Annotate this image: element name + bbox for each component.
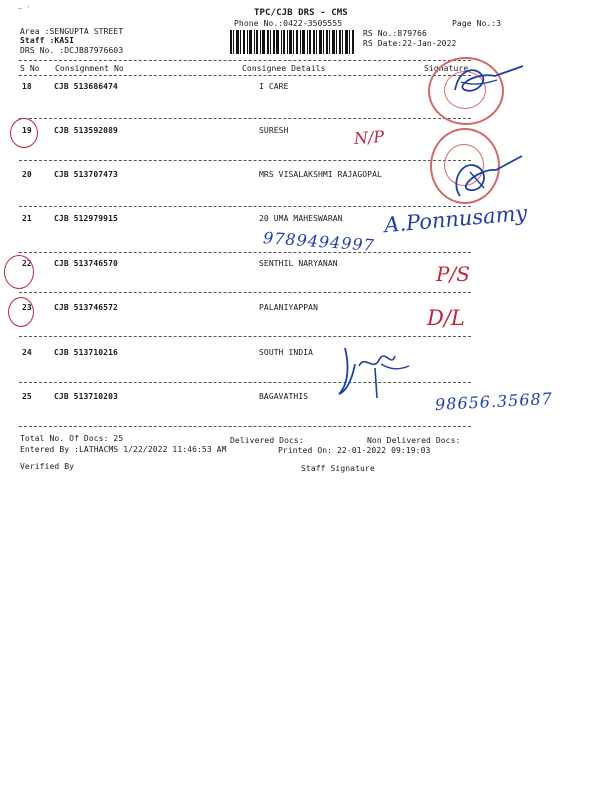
row-rule [19, 252, 471, 253]
page-number: Page No.:3 [452, 19, 502, 28]
row-consignment: CJB 512979915 [54, 214, 118, 223]
entered-by: Entered By :LATHACMS 1/22/2022 11:46:53 AM [20, 445, 227, 454]
row-rule [19, 292, 471, 293]
annotation-np: N/P [353, 126, 385, 149]
drs-number: DRS No. :DCJB87976603 [20, 46, 124, 55]
row-consignment: CJB 513746570 [54, 259, 118, 268]
non-delivered-docs: Non Delivered Docs: [367, 436, 461, 445]
row-consignee: BAGAVATHIS [259, 392, 309, 401]
row-sno: 25 [22, 392, 32, 401]
row-sno: 24 [22, 348, 32, 357]
row-consignment: CJB 513592089 [54, 126, 118, 135]
annotation-receiver-name: A.Ponnusamy [383, 200, 529, 238]
document-title: TPC/CJB DRS - CMS [254, 8, 348, 18]
row-consignee: MRS VISALAKSHMI RAJAGOPAL [259, 170, 382, 179]
row-consignment: CJB 513707473 [54, 170, 118, 179]
staff-label: Staff :KASI [20, 36, 75, 45]
header-top-rule [19, 60, 471, 61]
column-header-consignee: Consignee Details [242, 64, 326, 73]
signature-scribble-row24 [335, 344, 415, 404]
row-consignment: CJB 513710216 [54, 348, 118, 357]
rs-number: RS No.:879766 [363, 29, 427, 38]
row-consignment: CJB 513686474 [54, 82, 118, 91]
column-header-consignment: Consignment No [55, 64, 124, 73]
barcode [230, 30, 356, 54]
annotation-phone-1: 9789494997 [262, 228, 376, 255]
verified-by: Verified By [20, 462, 75, 471]
area-label: Area :SENGUPTA STREET [20, 27, 124, 36]
staff-signature: Staff Signature [301, 464, 375, 473]
signature-scribble-row18 [445, 60, 535, 100]
row-consignee: 20 UMA MAHESWARAN [259, 214, 343, 223]
header-bottom-rule [19, 75, 471, 76]
rs-date: RS Date:22-Jan-2022 [363, 39, 457, 48]
delivered-docs: Delivered Docs: [230, 436, 304, 445]
column-header-sno: S No [20, 64, 40, 73]
circle-mark-row22 [4, 255, 34, 289]
row-sno: 23 [22, 303, 32, 312]
annotation-dl: D/L [427, 306, 465, 330]
row-rule [19, 426, 471, 427]
row-rule [19, 206, 471, 207]
signature-scribble-row20 [440, 152, 530, 202]
row-consignee: I CARE [259, 82, 289, 91]
circle-mark-row19 [10, 118, 38, 148]
row-consignee: SENTHIL NARYANAN [259, 259, 338, 268]
row-consignee: SURESH [259, 126, 289, 135]
row-consignee: PALANIYAPPAN [259, 303, 318, 312]
row-sno: 20 [22, 170, 32, 179]
row-rule [19, 118, 471, 119]
phone-number: Phone No.:0422-3505555 [234, 19, 343, 28]
row-sno: 21 [22, 214, 32, 223]
printed-on: Printed On: 22-01-2022 09:19:03 [278, 446, 431, 455]
row-sno: 18 [22, 82, 32, 91]
row-sno: 19 [22, 126, 32, 135]
row-consignment: CJB 513746572 [54, 303, 118, 312]
column-header-signature: Signature [424, 64, 469, 73]
annotation-phone-2: 98656.35687 [434, 388, 554, 415]
row-consignment: CJB 513710203 [54, 392, 118, 401]
row-sno: 22 [22, 259, 32, 268]
scan-mark: ~ ' [18, 5, 31, 13]
row-rule [19, 160, 471, 161]
circle-mark-row23 [8, 297, 34, 327]
total-docs: Total No. Of Docs: 25 [20, 434, 124, 443]
annotation-ps: P/S [436, 262, 470, 286]
row-rule [19, 336, 471, 337]
row-consignee: SOUTH INDIA [259, 348, 314, 357]
